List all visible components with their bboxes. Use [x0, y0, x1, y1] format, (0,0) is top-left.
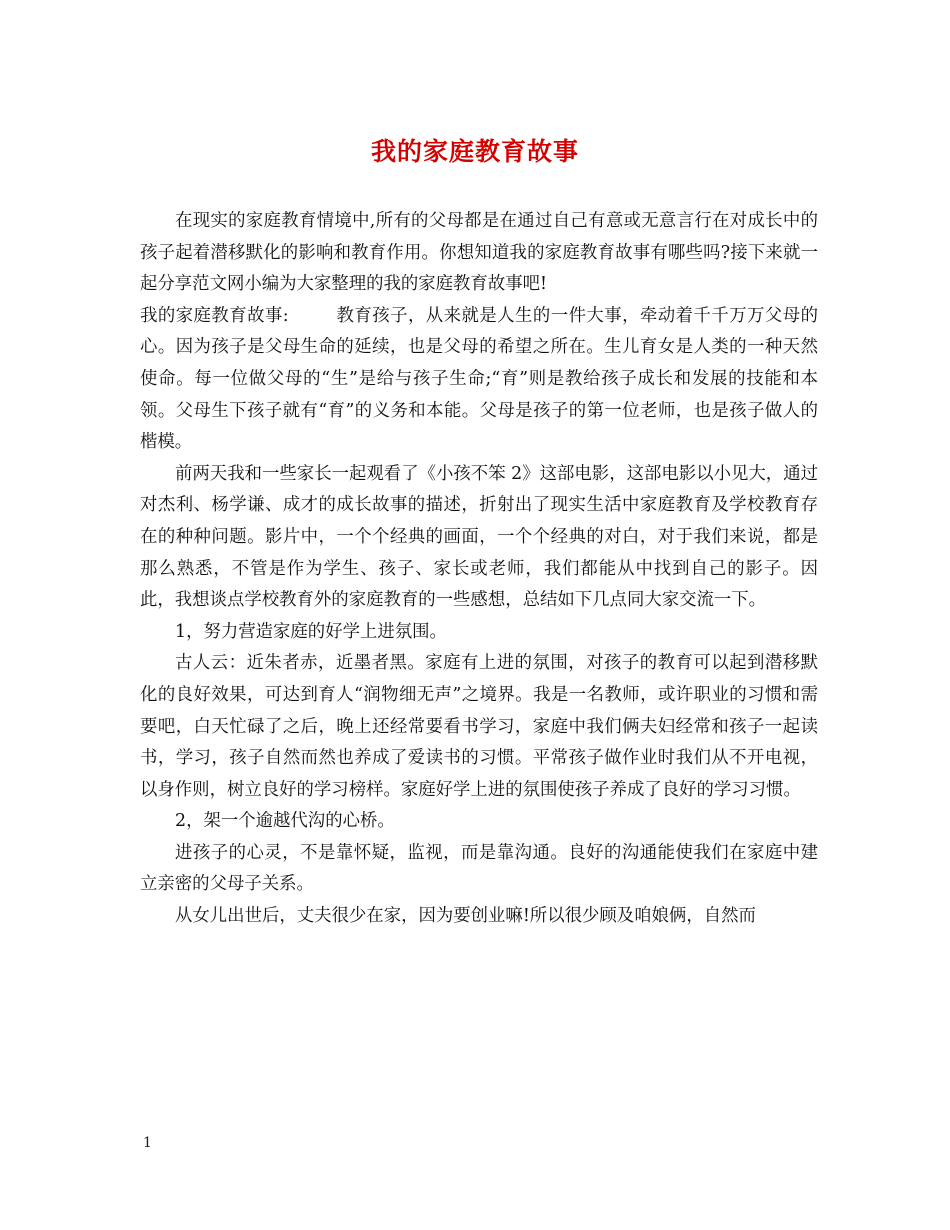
paragraph-movie: 前两天我和一些家长一起观看了《小孩不笨 2》这部电影，这部电影以小见大，通过对杰利、杨学谦、成才的成长故事的描述，折射出了现实生活中家庭教育及学校教育存在的种种问题。影片中，一个个经典的画面，一个个经典的对白，对于我们来说，都是那么熟悉，不管是作为学生、孩子、家长或老师，我们都能从中找到自己的影子。因此，我想谈点学校教育外的家庭教育的一些感想，总结如下几点同大家交流一下。 — [140, 463, 818, 611]
paragraph-story — [140, 301, 818, 459]
paragraph-communication: 进孩子的心灵，不是靠怀疑，监视，而是靠沟通。良好的沟通能使我们在家庭中建立亲密的父母子关系。 — [140, 842, 818, 895]
story-label: 我的家庭教育故事: — [140, 305, 289, 326]
page-number: 1 — [143, 1135, 152, 1151]
paragraph-daughter: 从女儿出世后，丈夫很少在家，因为要创业嘛!所以很少顾及咱娘俩，自然而 — [175, 906, 756, 927]
paragraph-intro: 在现实的家庭教育情境中,所有的父母都是在通过自己有意或无意言行在对成长中的孩子起着潜移默化的影响和教育作用。你想知道我的家庭教育故事有哪些吗?接下来就一起分享范文网小编为大家整理的我的家庭教育故事吧! — [140, 211, 818, 295]
section-heading-1: 1，努力营造家庭的好学上进氛围。 — [175, 621, 447, 642]
section-heading-2: 2，架一个逾越代沟的心桥。 — [175, 811, 395, 832]
document-body — [140, 206, 818, 933]
story-text: 教育孩子，从来就是人生的一件大事，牵动着千千万万父母的心。因为孩子是父母生命的延续，也是父母的希望之所在。生儿育女是人类的一种天然使命。每一位做父母的“生”是给与孩子生命;“育”则是教给孩子成长和发展的技能和本领。父母生下孩子就有“育”的义务和本能。父母是孩子的第一位老师，也是孩子做人的楷模。 — [140, 305, 818, 453]
page-title: 我的家庭教育故事 — [370, 137, 579, 166]
paragraph-atmosphere: 古人云：近朱者赤，近墨者黑。家庭有上进的氛围，对孩子的教育可以起到潜移默化的良好效果，可达到育人“润物细无声”之境界。我是一名教师，或许职业的习惯和需要吧，白天忙碌了之后，晚上还经常要看书学习，家庭中我们俩夫妇经常和孩子一起读书，学习，孩子自然而然也养成了爱读书的习惯。平常孩子做作业时我们从不开电视，以身作则，树立良好的学习榜样。家庭好学上进的氛围使孩子养成了良好的学习习惯。 — [140, 653, 818, 800]
